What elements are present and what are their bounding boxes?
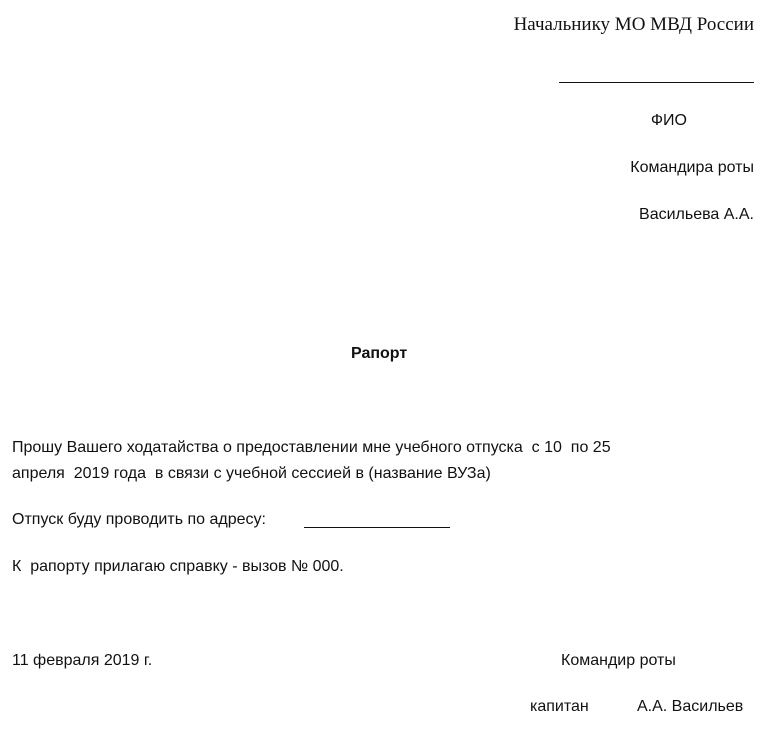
name-placeholder: ФИО bbox=[650, 112, 687, 129]
signer-rank: капитан bbox=[530, 698, 589, 715]
document-title: Рапорт bbox=[351, 345, 408, 362]
sender-name: Васильева А.А. bbox=[639, 206, 754, 223]
sender-position: Командира роты bbox=[630, 159, 754, 176]
address-label: Отпуск буду проводить по адресу: bbox=[12, 511, 266, 528]
address-blank-underline bbox=[304, 527, 450, 528]
signer-position: Командир роты bbox=[561, 652, 676, 669]
addressee-line: Начальнику МО МВД России bbox=[513, 14, 754, 35]
request-text-line-1: Прошу Вашего ходатайства о предоставлении мне учебного отпуска с 10 по 25 bbox=[12, 439, 611, 456]
document-date: 11 февраля 2019 г. bbox=[12, 652, 153, 669]
attachment-line: К рапорту прилагаю справку - вызов № 000. bbox=[12, 558, 344, 575]
signer-name: А.А. Васильев bbox=[637, 698, 744, 715]
request-text-line-2: апреля 2019 года в связи с учебной сессией в (название ВУЗа) bbox=[12, 465, 491, 482]
addressee-blank-underline bbox=[559, 82, 754, 83]
